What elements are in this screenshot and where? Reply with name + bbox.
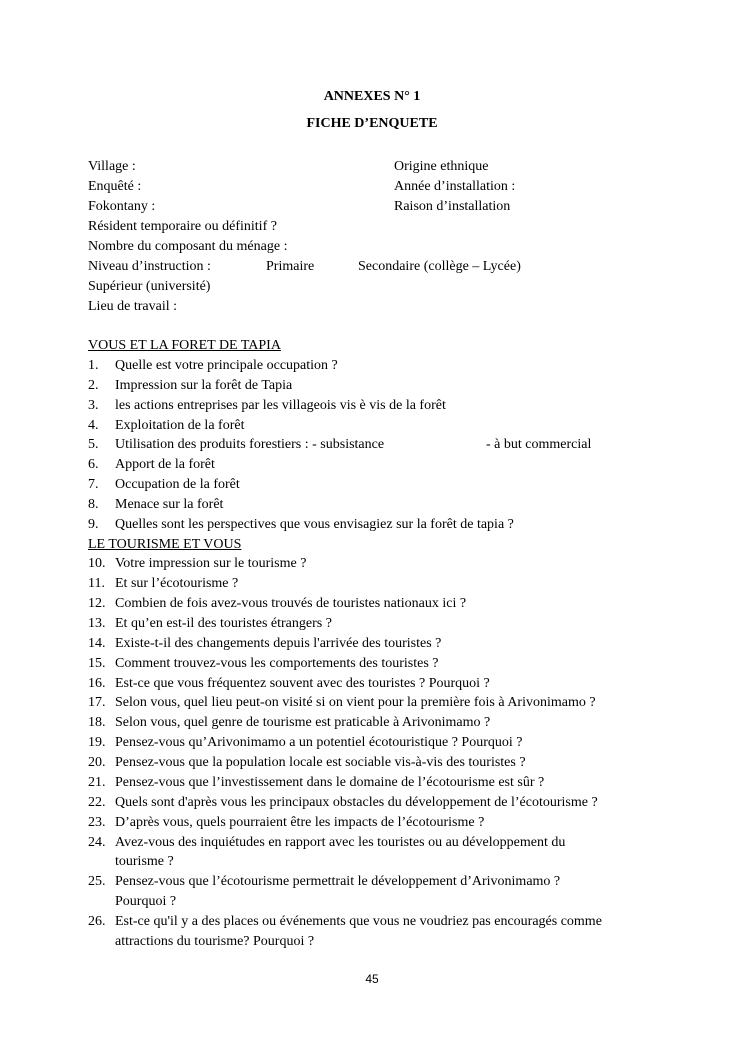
field-enquete: Enquêté : xyxy=(88,179,142,194)
field-fokontany: Fokontany : xyxy=(88,199,156,214)
field-resident: Résident temporaire ou définitif ? xyxy=(88,219,277,234)
question-text: Quels sont d'après vous les principaux obstacles du développement de l’écotourisme ? xyxy=(115,795,598,810)
question-text: Impression sur la forêt de Tapia xyxy=(115,378,293,393)
section-heading-foret: VOUS ET LA FORET DE TAPIA xyxy=(88,338,281,353)
option-secondaire: Secondaire (collège – Lycée) xyxy=(358,259,521,274)
question-number: 8. xyxy=(88,497,99,512)
question-text: Quelles sont les perspectives que vous envisagiez sur la forêt de tapia ? xyxy=(115,517,514,532)
question-text: Est-ce que vous fréquentez souvent avec des touristes ? Pourquoi ? xyxy=(115,676,490,691)
question-number: 9. xyxy=(88,517,99,532)
question-text-continued: tourisme ? xyxy=(115,854,174,869)
question-number: 14. xyxy=(88,636,106,651)
page-number: 45 xyxy=(365,972,379,986)
question-text: Combien de fois avez-vous trouvés de touristes nationaux ici ? xyxy=(115,596,467,611)
question-number: 3. xyxy=(88,398,99,413)
field-origine-ethnique: Origine ethnique xyxy=(394,159,489,174)
question-text: Selon vous, quel genre de tourisme est praticable à Arivonimamo ? xyxy=(115,715,491,730)
question-number: 16. xyxy=(88,676,106,691)
question-number: 13. xyxy=(88,616,106,631)
question-text: D’après vous, quels pourraient être les impacts de l’écotourisme ? xyxy=(115,815,485,830)
field-annee-installation: Année d’installation : xyxy=(394,179,516,194)
field-niveau-instruction: Niveau d’instruction : xyxy=(88,259,211,274)
question-number: 5. xyxy=(88,437,99,452)
question-text: Comment trouvez-vous les comportements des touristes ? xyxy=(115,656,439,671)
form-title: FICHE D’ENQUETE xyxy=(306,116,438,131)
question-text: Pensez-vous que l’investissement dans le domaine de l’écotourisme est sûr ? xyxy=(115,775,545,790)
question-text: Pensez-vous que l’écotourisme permettrait le développement d’Arivonimamo ? xyxy=(115,874,561,889)
question-text: Votre impression sur le tourisme ? xyxy=(115,556,307,571)
question-number: 21. xyxy=(88,775,106,790)
question-text: les actions entreprises par les villageois vis è vis de la forêt xyxy=(115,398,446,413)
question-text: Existe-t-il des changements depuis l'arrivée des touristes ? xyxy=(115,636,442,651)
question-number: 18. xyxy=(88,715,106,730)
option-superieur: Supérieur (université) xyxy=(88,279,211,294)
question-text-continued: Pourquoi ? xyxy=(115,894,177,909)
section-heading-tourisme: LE TOURISME ET VOUS xyxy=(88,537,242,552)
question-text: Pensez-vous qu’Arivonimamo a un potentiel écotouristique ? Pourquoi ? xyxy=(115,735,523,750)
question-number: 11. xyxy=(88,576,105,591)
field-menage: Nombre du composant du ménage : xyxy=(88,239,288,254)
question-number: 15. xyxy=(88,656,106,671)
option-primaire: Primaire xyxy=(266,259,315,274)
question-text: Utilisation des produits forestiers : - subsistance xyxy=(115,437,385,452)
question-text: Apport de la forêt xyxy=(115,457,215,472)
question-text-continued: attractions du tourisme? Pourquoi ? xyxy=(115,934,315,949)
question-number: 25. xyxy=(88,874,106,889)
question-text: Menace sur la forêt xyxy=(115,497,224,512)
question-number: 20. xyxy=(88,755,106,770)
question-text: Selon vous, quel lieu peut-on visité si on vient pour la première fois à Arivonimamo ? xyxy=(115,695,596,710)
question-number: 23. xyxy=(88,815,106,830)
question-number: 7. xyxy=(88,477,99,492)
question-text: Exploitation de la forêt xyxy=(115,418,245,433)
annex-title: ANNEXES N° 1 xyxy=(323,89,421,104)
question-number: 17. xyxy=(88,695,106,710)
question-number: 12. xyxy=(88,596,106,611)
question-number: 24. xyxy=(88,835,106,850)
question-text: Et qu’en est-il des touristes étrangers ? xyxy=(115,616,332,631)
field-raison-installation: Raison d’installation xyxy=(394,199,511,214)
question-text: Pensez-vous que la population locale est sociable vis-à-vis des touristes ? xyxy=(115,755,526,770)
question-text: Est-ce qu'il y a des places ou événements que vous ne voudriez pas encouragés comme xyxy=(115,914,602,929)
question-text: Avez-vous des inquiétudes en rapport avec les touristes ou au développement du xyxy=(115,835,566,850)
question-number: 6. xyxy=(88,457,99,472)
question-extra-option: - à but commercial xyxy=(486,437,592,452)
question-number: 4. xyxy=(88,418,99,433)
question-number: 26. xyxy=(88,914,106,929)
field-village: Village : xyxy=(88,159,136,174)
question-number: 1. xyxy=(88,358,99,373)
question-number: 2. xyxy=(88,378,99,393)
question-text: Occupation de la forêt xyxy=(115,477,240,492)
question-number: 22. xyxy=(88,795,106,810)
question-text: Et sur l’écotourisme ? xyxy=(115,576,239,591)
question-number: 19. xyxy=(88,735,106,750)
field-lieu-travail: Lieu de travail : xyxy=(88,299,178,314)
question-number: 10. xyxy=(88,556,106,571)
question-text: Quelle est votre principale occupation ? xyxy=(115,358,338,373)
